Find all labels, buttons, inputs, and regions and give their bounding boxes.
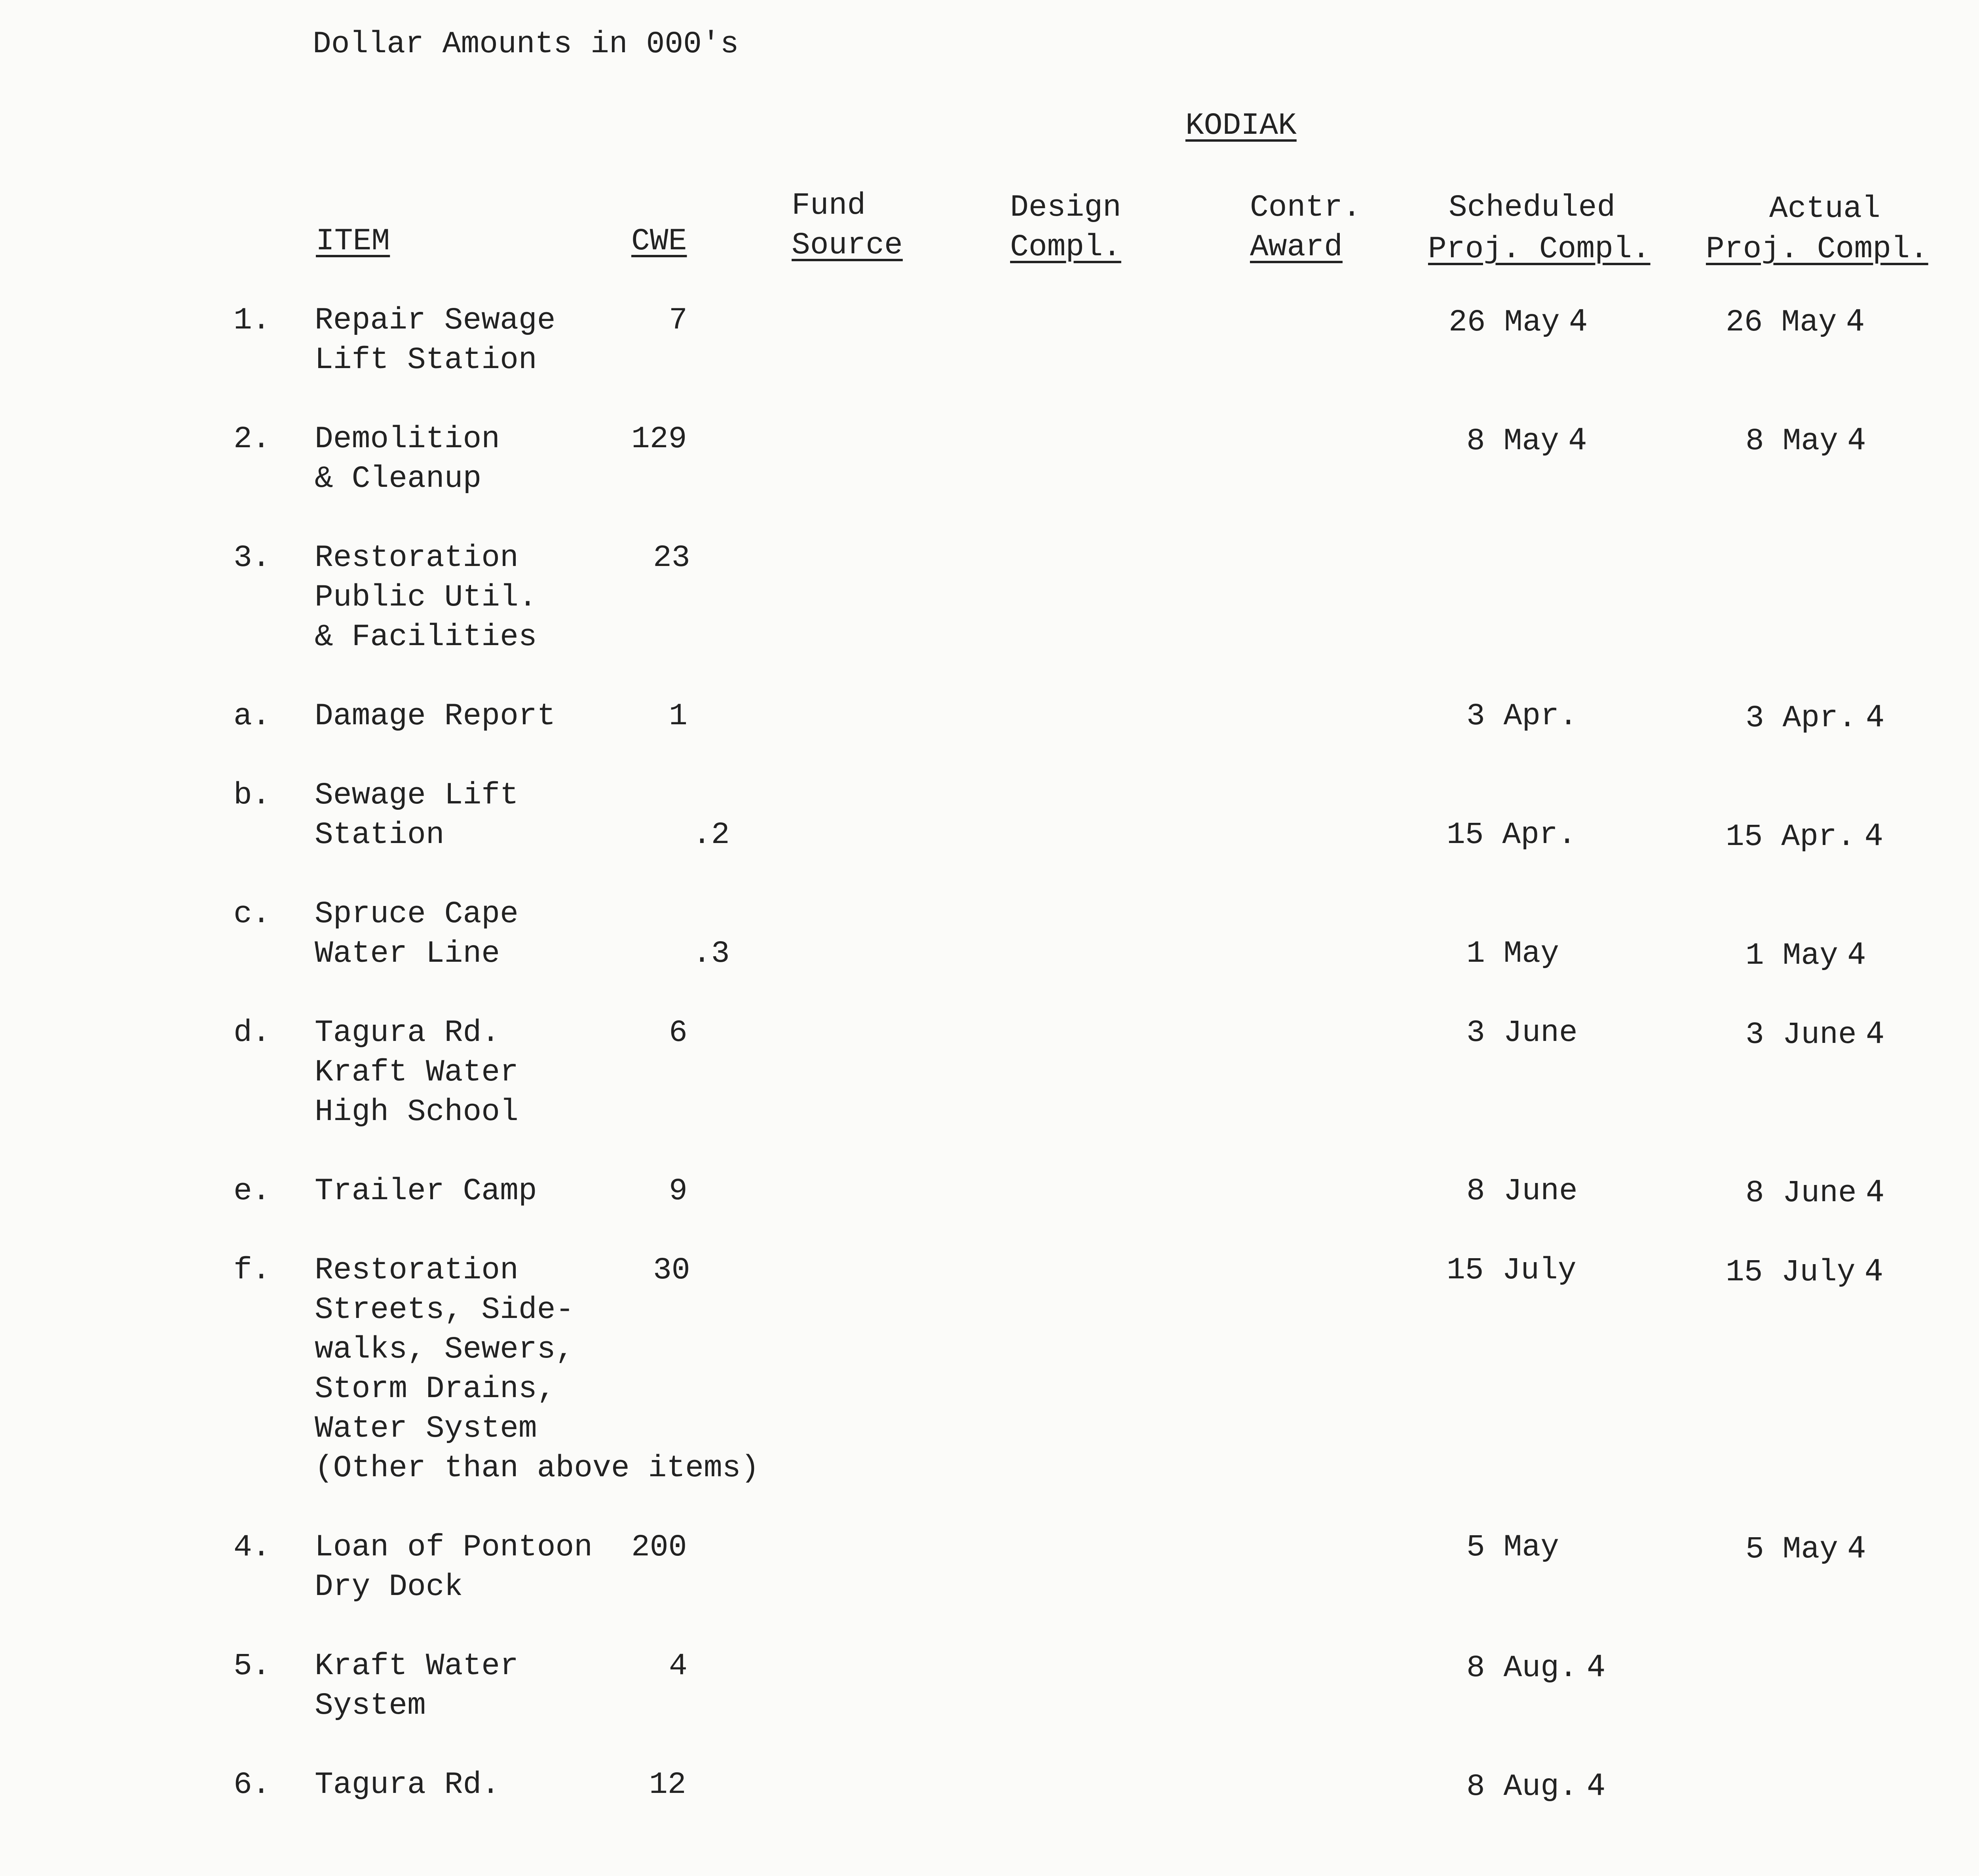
row-number: 1.	[234, 303, 271, 338]
item-description-line: Water Line	[315, 936, 500, 971]
cwe-value: .3	[693, 936, 730, 971]
col-scheduled-line2: Proj. Compl.	[1428, 232, 1650, 267]
item-description-line: Loan of Pontoon	[315, 1530, 593, 1565]
handwritten-year-mark: 4	[1838, 422, 1866, 456]
scheduled-completion	[1466, 1528, 1559, 1567]
handwritten-year-mark: 4	[1856, 1174, 1885, 1208]
item-description-line: Trailer Camp	[315, 1174, 537, 1209]
handwritten-year-mark: 4	[1559, 422, 1587, 456]
col-cwe: CWE	[631, 224, 687, 259]
row-number: e.	[234, 1174, 271, 1209]
item-description-line: Sewage Lift	[315, 778, 518, 813]
scheduled-completion	[1466, 1013, 1578, 1053]
handwritten-year-mark: 4	[1837, 304, 1865, 338]
actual-completion	[1745, 934, 1866, 976]
handwritten-year-mark: 4	[1838, 937, 1866, 971]
col-actual-line1: Actual	[1769, 192, 1880, 226]
scheduled-date: 8 June	[1466, 1174, 1578, 1209]
col-scheduled-line1: Scheduled	[1449, 190, 1616, 225]
actual-date: 3 Apr.	[1745, 701, 1857, 736]
actual-date: 5 May	[1745, 1532, 1838, 1567]
scheduled-completion	[1466, 697, 1578, 736]
scheduled-date: 15 Apr.	[1447, 818, 1576, 853]
cwe-value: 9	[669, 1174, 688, 1209]
col-fund-source-line2: Source	[792, 228, 903, 263]
cwe-value: .2	[693, 818, 730, 853]
handwritten-year-mark: 4	[1856, 1016, 1885, 1050]
scheduled-date: 8 Aug.	[1466, 1651, 1578, 1686]
handwritten-year-mark: 4	[1559, 304, 1588, 338]
actual-date: 1 May	[1745, 938, 1838, 973]
item-description-line: & Facilities	[315, 620, 537, 655]
scheduled-completion	[1447, 1251, 1576, 1290]
actual-date: 8 May	[1745, 424, 1838, 459]
item-description-line: Restoration	[315, 1253, 518, 1288]
cwe-value: 30	[653, 1253, 690, 1288]
actual-completion	[1726, 301, 1865, 342]
actual-date: 8 June	[1745, 1176, 1857, 1211]
handwritten-year-mark: 4	[1838, 1530, 1866, 1565]
col-fund-source-line1: Fund	[792, 188, 866, 223]
actual-completion	[1745, 1172, 1884, 1213]
item-description-line: Spruce Cape	[315, 897, 518, 932]
actual-completion	[1745, 697, 1884, 738]
col-item: ITEM	[316, 224, 390, 259]
row-number: 6.	[234, 1768, 271, 1802]
scheduled-completion	[1466, 1646, 1605, 1688]
item-description-line: High School	[315, 1095, 518, 1130]
item-description-line: Storm Drains,	[315, 1372, 556, 1407]
item-description-line: Station	[315, 818, 444, 853]
item-description-line: & Cleanup	[315, 461, 482, 496]
item-description-line: Kraft Water	[315, 1055, 518, 1090]
scheduled-completion	[1466, 420, 1587, 461]
scheduled-completion	[1449, 301, 1588, 342]
item-description-line: Dry Dock	[315, 1570, 463, 1604]
row-number: 2.	[234, 422, 271, 457]
row-number: b.	[234, 778, 271, 813]
col-actual-line2: Proj. Compl.	[1706, 232, 1928, 267]
scheduled-completion	[1466, 1172, 1578, 1211]
actual-date: 3 June	[1745, 1018, 1857, 1052]
item-description-line: Kraft Water	[315, 1649, 518, 1684]
scheduled-date: 3 June	[1466, 1016, 1578, 1050]
row-number: 3.	[234, 541, 271, 575]
actual-completion	[1726, 815, 1883, 857]
actual-date: 15 Apr.	[1726, 820, 1856, 854]
item-description-line: Repair Sewage	[315, 303, 556, 338]
item-description-line: Tagura Rd.	[315, 1768, 500, 1802]
row-number: d.	[234, 1016, 271, 1050]
row-number: f.	[234, 1253, 271, 1288]
cwe-value: 1	[669, 699, 688, 734]
actual-date: 15 July	[1726, 1255, 1856, 1290]
handwritten-year-mark: 4	[1855, 818, 1884, 852]
scheduled-date: 1 May	[1466, 936, 1559, 971]
item-description-line: (Other than above items)	[315, 1451, 760, 1486]
actual-completion	[1745, 1013, 1884, 1055]
cwe-value: 12	[649, 1768, 686, 1802]
item-description-line: Water System	[315, 1411, 537, 1446]
handwritten-year-mark: 4	[1856, 699, 1885, 733]
item-description-line: Public Util.	[315, 580, 537, 615]
scheduled-date: 5 May	[1466, 1530, 1559, 1565]
actual-date: 26 May	[1726, 305, 1837, 340]
item-description-line: Damage Report	[315, 699, 556, 734]
col-design-line1: Design	[1010, 190, 1121, 225]
item-description-line: walks, Sewers,	[315, 1332, 574, 1367]
cwe-value: 129	[631, 422, 687, 457]
scheduled-date: 3 Apr.	[1466, 699, 1578, 734]
cwe-value: 7	[669, 303, 688, 338]
scheduled-completion	[1466, 934, 1559, 974]
amounts-note: Dollar Amounts in 000's	[313, 27, 739, 62]
handwritten-year-mark: 4	[1855, 1253, 1884, 1287]
col-contr-line2: Award	[1250, 230, 1343, 265]
row-number: 4.	[234, 1530, 271, 1565]
scheduled-date: 26 May	[1449, 305, 1560, 340]
cwe-value: 200	[631, 1530, 687, 1565]
item-description-line: Lift Station	[315, 343, 537, 378]
handwritten-year-mark: 4	[1577, 1649, 1606, 1683]
item-description-line: Restoration	[315, 541, 518, 575]
cwe-value: 23	[653, 541, 690, 575]
item-description-line: Demolition	[315, 422, 500, 457]
col-contr-line1: Contr.	[1250, 190, 1361, 225]
item-description-line: System	[315, 1688, 426, 1723]
actual-completion	[1745, 1528, 1866, 1569]
scheduled-completion	[1466, 1765, 1605, 1807]
scheduled-date: 15 July	[1447, 1253, 1576, 1288]
item-description-line: Tagura Rd.	[315, 1016, 500, 1050]
actual-completion	[1745, 420, 1866, 461]
col-design-line2: Compl.	[1010, 230, 1121, 265]
item-description-line: Streets, Side-	[315, 1293, 574, 1327]
row-number: c.	[234, 897, 271, 932]
cwe-value: 6	[669, 1016, 688, 1050]
row-number: 5.	[234, 1649, 271, 1684]
handwritten-year-mark: 4	[1577, 1768, 1606, 1802]
cwe-value: 4	[669, 1649, 688, 1684]
document-title: KODIAK	[1185, 108, 1297, 143]
actual-completion	[1726, 1251, 1883, 1292]
row-number: a.	[234, 699, 271, 734]
scheduled-date: 8 Aug.	[1466, 1770, 1578, 1804]
scheduled-date: 8 May	[1466, 424, 1559, 459]
scheduled-completion	[1447, 815, 1576, 855]
